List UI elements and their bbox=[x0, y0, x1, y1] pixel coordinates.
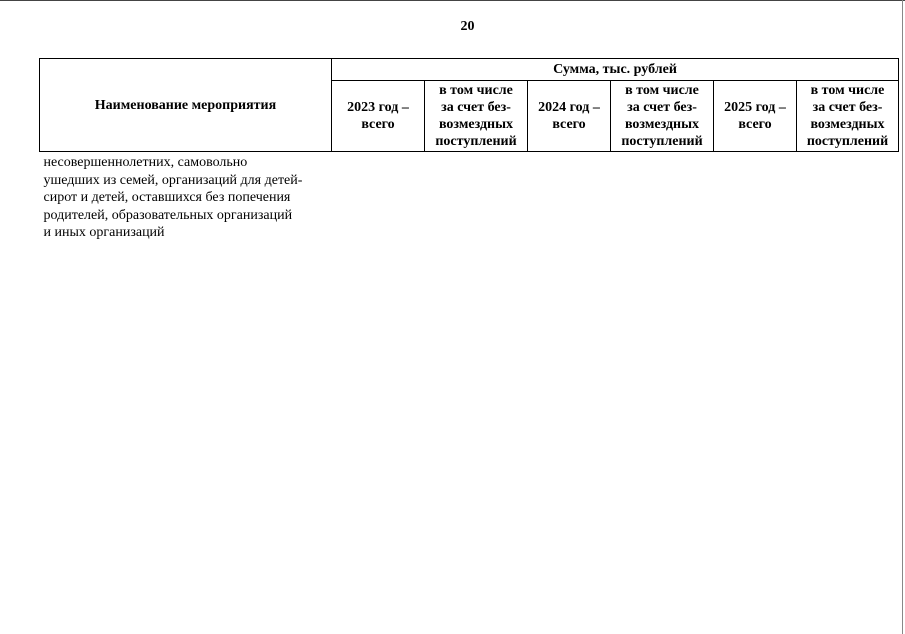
header-line: за счет без- bbox=[441, 100, 511, 115]
header-2024-gratuitous bbox=[611, 81, 714, 152]
header-line: возмездных bbox=[810, 117, 885, 132]
values-cell bbox=[332, 152, 899, 245]
header-line: всего bbox=[361, 117, 395, 132]
header-line: 2025 год – bbox=[724, 100, 786, 115]
header-line: в том числе bbox=[625, 83, 699, 98]
header-sum: Сумма, тыс. рублей bbox=[332, 59, 899, 81]
page-right-edge bbox=[902, 0, 903, 634]
header-2025-gratuitous bbox=[797, 81, 899, 152]
header-2024-total bbox=[528, 81, 611, 152]
event-name-line: несовершеннолетних, самовольно bbox=[43, 155, 248, 170]
event-name-line: ушедших из семей, организаций для детей- bbox=[43, 172, 303, 188]
page-top-edge bbox=[0, 0, 905, 1]
budget-table bbox=[39, 58, 899, 244]
header-line: всего bbox=[552, 117, 586, 132]
table-row bbox=[40, 152, 899, 245]
header-line: за счет без- bbox=[627, 100, 697, 115]
header-line: в том числе bbox=[439, 83, 513, 98]
header-line: поступлений bbox=[435, 134, 517, 149]
header-line: 2024 год – bbox=[538, 100, 600, 115]
event-name-line: и иных организаций bbox=[43, 225, 165, 240]
header-line: возмездных bbox=[438, 117, 514, 132]
event-name-line: сирот и детей, оставшихся без попечения bbox=[43, 190, 291, 205]
event-name-cell bbox=[40, 152, 332, 245]
header-line: в том числе bbox=[810, 83, 885, 98]
header-event-name: Наименование мероприятия bbox=[40, 59, 332, 152]
header-line: возмездных bbox=[624, 117, 700, 132]
event-name-line: родителей, образовательных организаций bbox=[43, 207, 293, 223]
page-number: 20 bbox=[460, 19, 475, 34]
header-line: поступлений bbox=[806, 134, 889, 149]
header-line: 2023 год – bbox=[347, 100, 409, 115]
header-2023-gratuitous bbox=[425, 81, 528, 152]
header-line: всего bbox=[738, 117, 772, 132]
header-2025-total bbox=[714, 81, 797, 152]
header-2023-total bbox=[332, 81, 425, 152]
header-line: за счет без- bbox=[812, 100, 883, 115]
header-line: поступлений bbox=[621, 134, 703, 149]
